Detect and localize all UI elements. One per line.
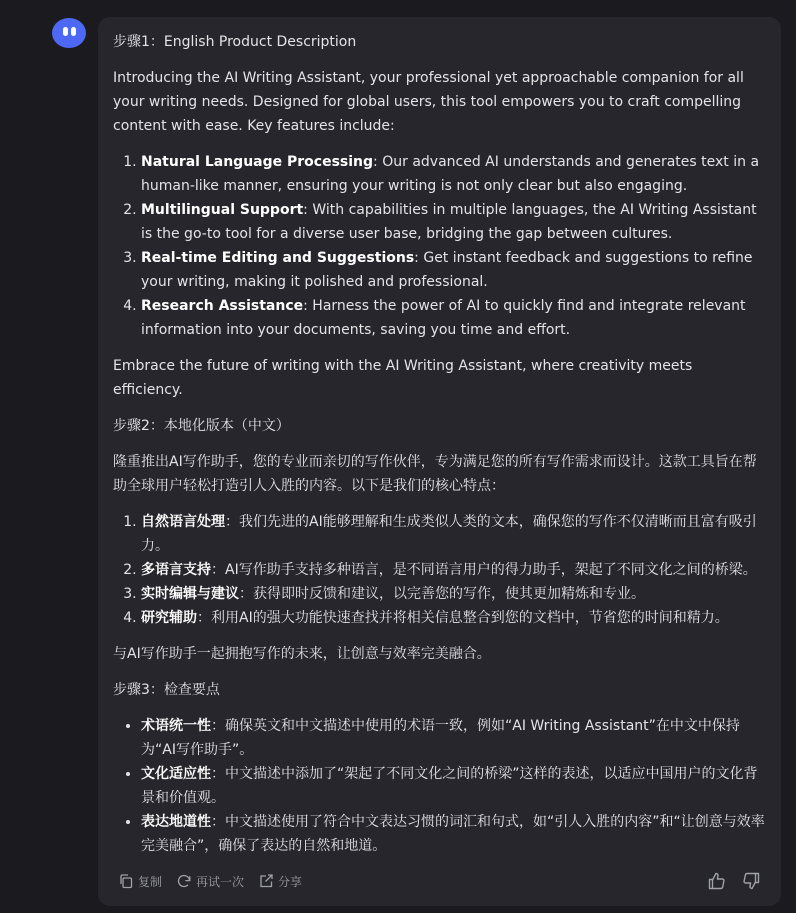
check-desc: ：中文描述使用了符合中文表达习惯的词汇和句式，如“引人入胜的内容”和“让创意与效率完美融合”，确保了表达的自然和地道。 — [141, 814, 765, 854]
list-item — [141, 198, 765, 246]
feature-desc: : Our advanced AI understands and generates text in a human-like manner, ensuring your writing is not only clear but also engaging. — [141, 154, 760, 194]
list-item — [141, 582, 765, 606]
share-label: 分享 — [278, 874, 303, 889]
copy-button[interactable] — [118, 873, 162, 890]
thumbs-down-icon[interactable] — [741, 871, 761, 891]
list-item — [141, 294, 765, 342]
zh-intro: 隆重推出AI写作助手，您的专业而亲切的写作伙伴，专为满足您的所有写作需求而设计。这款工具旨在帮助全球用户轻松打造引人入胜的内容。以下是我们的核心特点： — [113, 454, 757, 494]
feature-desc: ：利用AI的强大功能快速查找并将相关信息整合到您的文档中，节省您的时间和精力。 — [197, 610, 729, 626]
list-item — [141, 606, 765, 630]
en-intro: Introducing the AI Writing Assistant, your professional yet approachable companion for all your writing needs. Designed for global users, this tool empowers you to craft compelling content with ease. Key features include: — [113, 70, 744, 134]
en-outro: Embrace the future of writing with the AI Writing Assistant, where creativity meets efficiency. — [113, 358, 693, 398]
feature-title: 多语言支持 — [141, 562, 211, 578]
en-feature-list — [113, 150, 765, 342]
check-title: 表达地道性 — [141, 814, 211, 830]
list-item — [141, 246, 765, 294]
feature-desc: : Harness the power of AI to quickly find and integrate relevant information into your documents, saving you time and effort. — [141, 298, 746, 338]
assistant-avatar — [52, 18, 86, 48]
step3-title: 步骤3：检查要点 — [113, 682, 220, 698]
feature-desc: ：我们先进的AI能够理解和生成类似人类的文本，确保您的写作不仅清晰而且富有吸引力。 — [141, 514, 757, 554]
feature-title: Real-time Editing and Suggestions — [141, 250, 415, 266]
check-point-list — [113, 714, 765, 858]
avatar-eye-left — [63, 27, 68, 36]
feature-title: 自然语言处理 — [141, 514, 225, 530]
copy-label: 复制 — [138, 874, 163, 889]
assistant-message — [98, 17, 781, 906]
feature-desc: ：AI写作助手支持多种语言，是不同语言用户的得力助手，架起了不同文化之间的桥梁。 — [211, 562, 757, 578]
zh-feature-list — [113, 510, 765, 630]
list-item — [141, 810, 765, 858]
feature-title: Multilingual Support — [141, 202, 304, 218]
feedback-group — [693, 871, 761, 891]
message-content — [113, 30, 765, 858]
share-icon — [258, 873, 274, 889]
thumbs-up-icon[interactable] — [707, 871, 727, 891]
retry-label: 再试一次 — [196, 874, 245, 889]
feature-title: Natural Language Processing — [141, 154, 374, 170]
check-desc: ：确保英文和中文描述中使用的术语一致，例如“AI Writing Assistant”在中文中保持为“AI写作助手”。 — [141, 718, 740, 758]
check-title: 术语统一性 — [141, 718, 211, 734]
feature-title: 实时编辑与建议 — [141, 586, 239, 602]
feature-desc: : Get instant feedback and suggestions to refine your writing, making it polished and professional. — [141, 250, 753, 290]
step2-title: 步骤2：本地化版本（中文） — [113, 418, 290, 434]
retry-button[interactable] — [176, 873, 244, 890]
check-desc: ：中文描述中添加了“架起了不同文化之间的桥梁”这样的表述，以适应中国用户的文化背景和价值观。 — [141, 766, 758, 806]
share-button[interactable] — [258, 873, 302, 890]
zh-outro: 与AI写作助手一起拥抱写作的未来，让创意与效率完美融合。 — [113, 646, 491, 662]
avatar-eye-right — [71, 27, 76, 36]
step1-title: 步骤1：English Product Description — [113, 34, 357, 50]
list-item — [141, 558, 765, 582]
feature-desc: : With capabilities in multiple languages, the AI Writing Assistant is the go-to tool for a diverse user base, bridging the gap between cultures. — [141, 202, 757, 242]
list-item — [141, 714, 765, 762]
list-item — [141, 150, 765, 198]
list-item — [141, 510, 765, 558]
refresh-icon — [176, 873, 192, 889]
list-item — [141, 762, 765, 810]
feature-desc: ：获得即时反馈和建议，以完善您的写作，使其更加精炼和专业。 — [239, 586, 645, 602]
check-title: 文化适应性 — [141, 766, 211, 782]
feature-title: Research Assistance — [141, 298, 304, 314]
feature-title: 研究辅助 — [141, 610, 197, 626]
message-actions — [118, 870, 761, 892]
copy-icon — [118, 873, 134, 889]
